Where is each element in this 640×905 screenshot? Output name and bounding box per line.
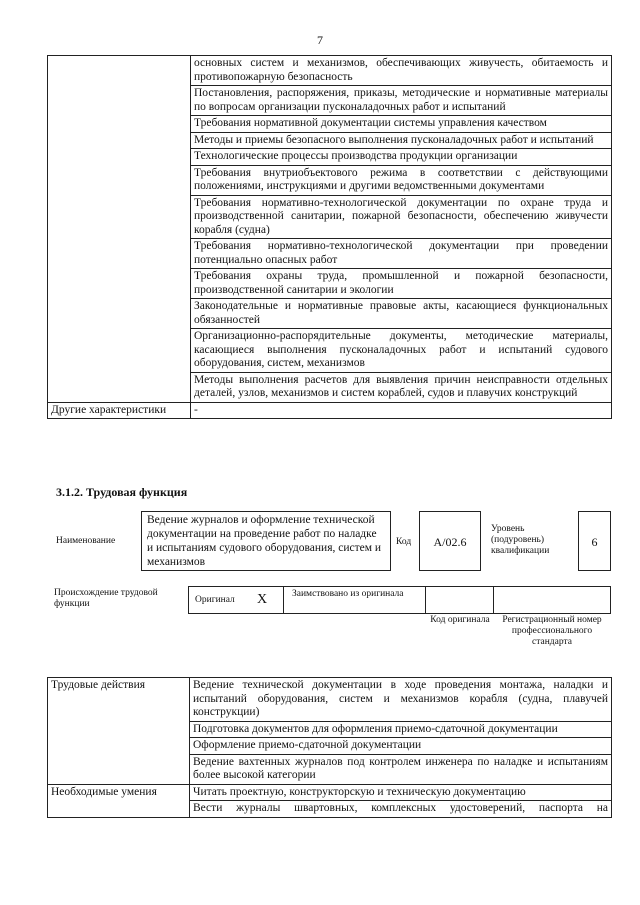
page-number: 7: [317, 33, 323, 47]
level-label: Уровень (подуровень) квалификации: [491, 524, 550, 556]
knowledge-table: [47, 55, 612, 419]
knowledge-item: Постановления, распоряжения, приказы, методические и нормативные материалы по вопросам организации пусконаладочных работ и испытаний: [191, 86, 612, 116]
function-name-box: [141, 511, 391, 571]
labor-action-item: Ведение вахтенных журналов под контролем инженера по наладке и испытаниям более высокой категории: [190, 754, 612, 784]
knowledge-item: Требования внутриобъектового режима в соответствии с действующими положениями, инструкциями и другими ведомственными документами: [191, 165, 612, 195]
name-label: Наименование: [56, 536, 116, 546]
borrowed-cell: [283, 586, 426, 614]
origin-label: Происхождение трудовой функции: [54, 588, 158, 609]
table-row: [48, 784, 612, 801]
level-box: [578, 511, 611, 571]
labor-actions-table: [47, 677, 612, 818]
table-row: [48, 402, 612, 419]
section-heading: 3.1.2. Трудовая функция: [56, 485, 188, 499]
skill-item: Вести журналы швартовных, комплексных удостоверений, паспорта на: [190, 801, 612, 818]
knowledge-item: Требования охраны труда, промышленной и пожарной безопасности, производственной санитарии и экологии: [191, 269, 612, 299]
reg-caption: Регистрационный номер профессионального стандарта: [502, 615, 602, 647]
original-mark: X: [257, 592, 268, 607]
knowledge-item: Технологические процессы производства продукции организации: [191, 149, 612, 166]
knowledge-item: Методы выполнения расчетов для выявления причин неисправности отдельных деталей, узлов, механизмов и систем кораблей, судов и плавучих конструкций: [191, 372, 612, 402]
code-caption: Код оригинала: [430, 615, 490, 625]
function-code-box: [419, 511, 481, 571]
knowledge-item: Законодательные и нормативные правовые акты, касающиеся функциональных обязанностей: [191, 299, 612, 329]
function-name-value: Ведение журналов и оформление технической документации на проведение работ по наладке и испытаниям судового оборудования, систем и механизмов: [147, 514, 382, 568]
left-empty-cell: [48, 56, 191, 403]
knowledge-item: Требования нормативно-технологической документации при проведении потенциально опасных работ: [191, 239, 612, 269]
origin-reg-cell: [493, 586, 611, 614]
other-characteristics-value: -: [191, 402, 612, 419]
labor-action-item: Ведение технической документации в ходе проведения монтажа, наладки и испытаний оборудования, систем и механизмов корабля (судна, плавучей конструкции): [190, 678, 612, 722]
knowledge-item: основных систем и механизмов, обеспечивающих живучесть, обитаемость и противопожарную безопасность: [191, 56, 612, 86]
code-label: Код: [396, 537, 412, 547]
knowledge-item: Требования нормативно-технологической документации по охране труда и производственной санитарии, пожарной безопасности, обеспечению живучести корабля (судна): [191, 195, 612, 239]
original-cell: [188, 586, 284, 614]
table-row: [48, 56, 612, 86]
labor-actions-label: Трудовые действия: [48, 678, 190, 785]
function-code-value: A/02.6: [433, 535, 467, 549]
table-row: [48, 678, 612, 722]
origin-code-cell: [425, 586, 494, 614]
borrowed-label: Заимствовано из оригинала: [292, 589, 404, 599]
skill-item: Читать проектную, конструкторскую и техническую документацию: [190, 784, 612, 801]
level-value: 6: [591, 535, 598, 549]
labor-action-item: Подготовка документов для оформления приемо-сдаточной документации: [190, 721, 612, 738]
knowledge-item: Методы и приемы безопасного выполнения пусконаладочных работ и испытаний: [191, 132, 612, 149]
original-label: Оригинал: [195, 595, 235, 605]
knowledge-item: Требования нормативной документации системы управления качеством: [191, 116, 612, 133]
labor-action-item: Оформление приемо-сдаточной документации: [190, 738, 612, 755]
other-characteristics-label: Другие характеристики: [48, 402, 191, 419]
skills-label: Необходимые умения: [48, 784, 190, 817]
knowledge-item: Организационно-распорядительные документы, методические материалы, касающиеся выполнения пусконаладочных работ и испытаний судового оборудования, систем, механизмов: [191, 329, 612, 373]
